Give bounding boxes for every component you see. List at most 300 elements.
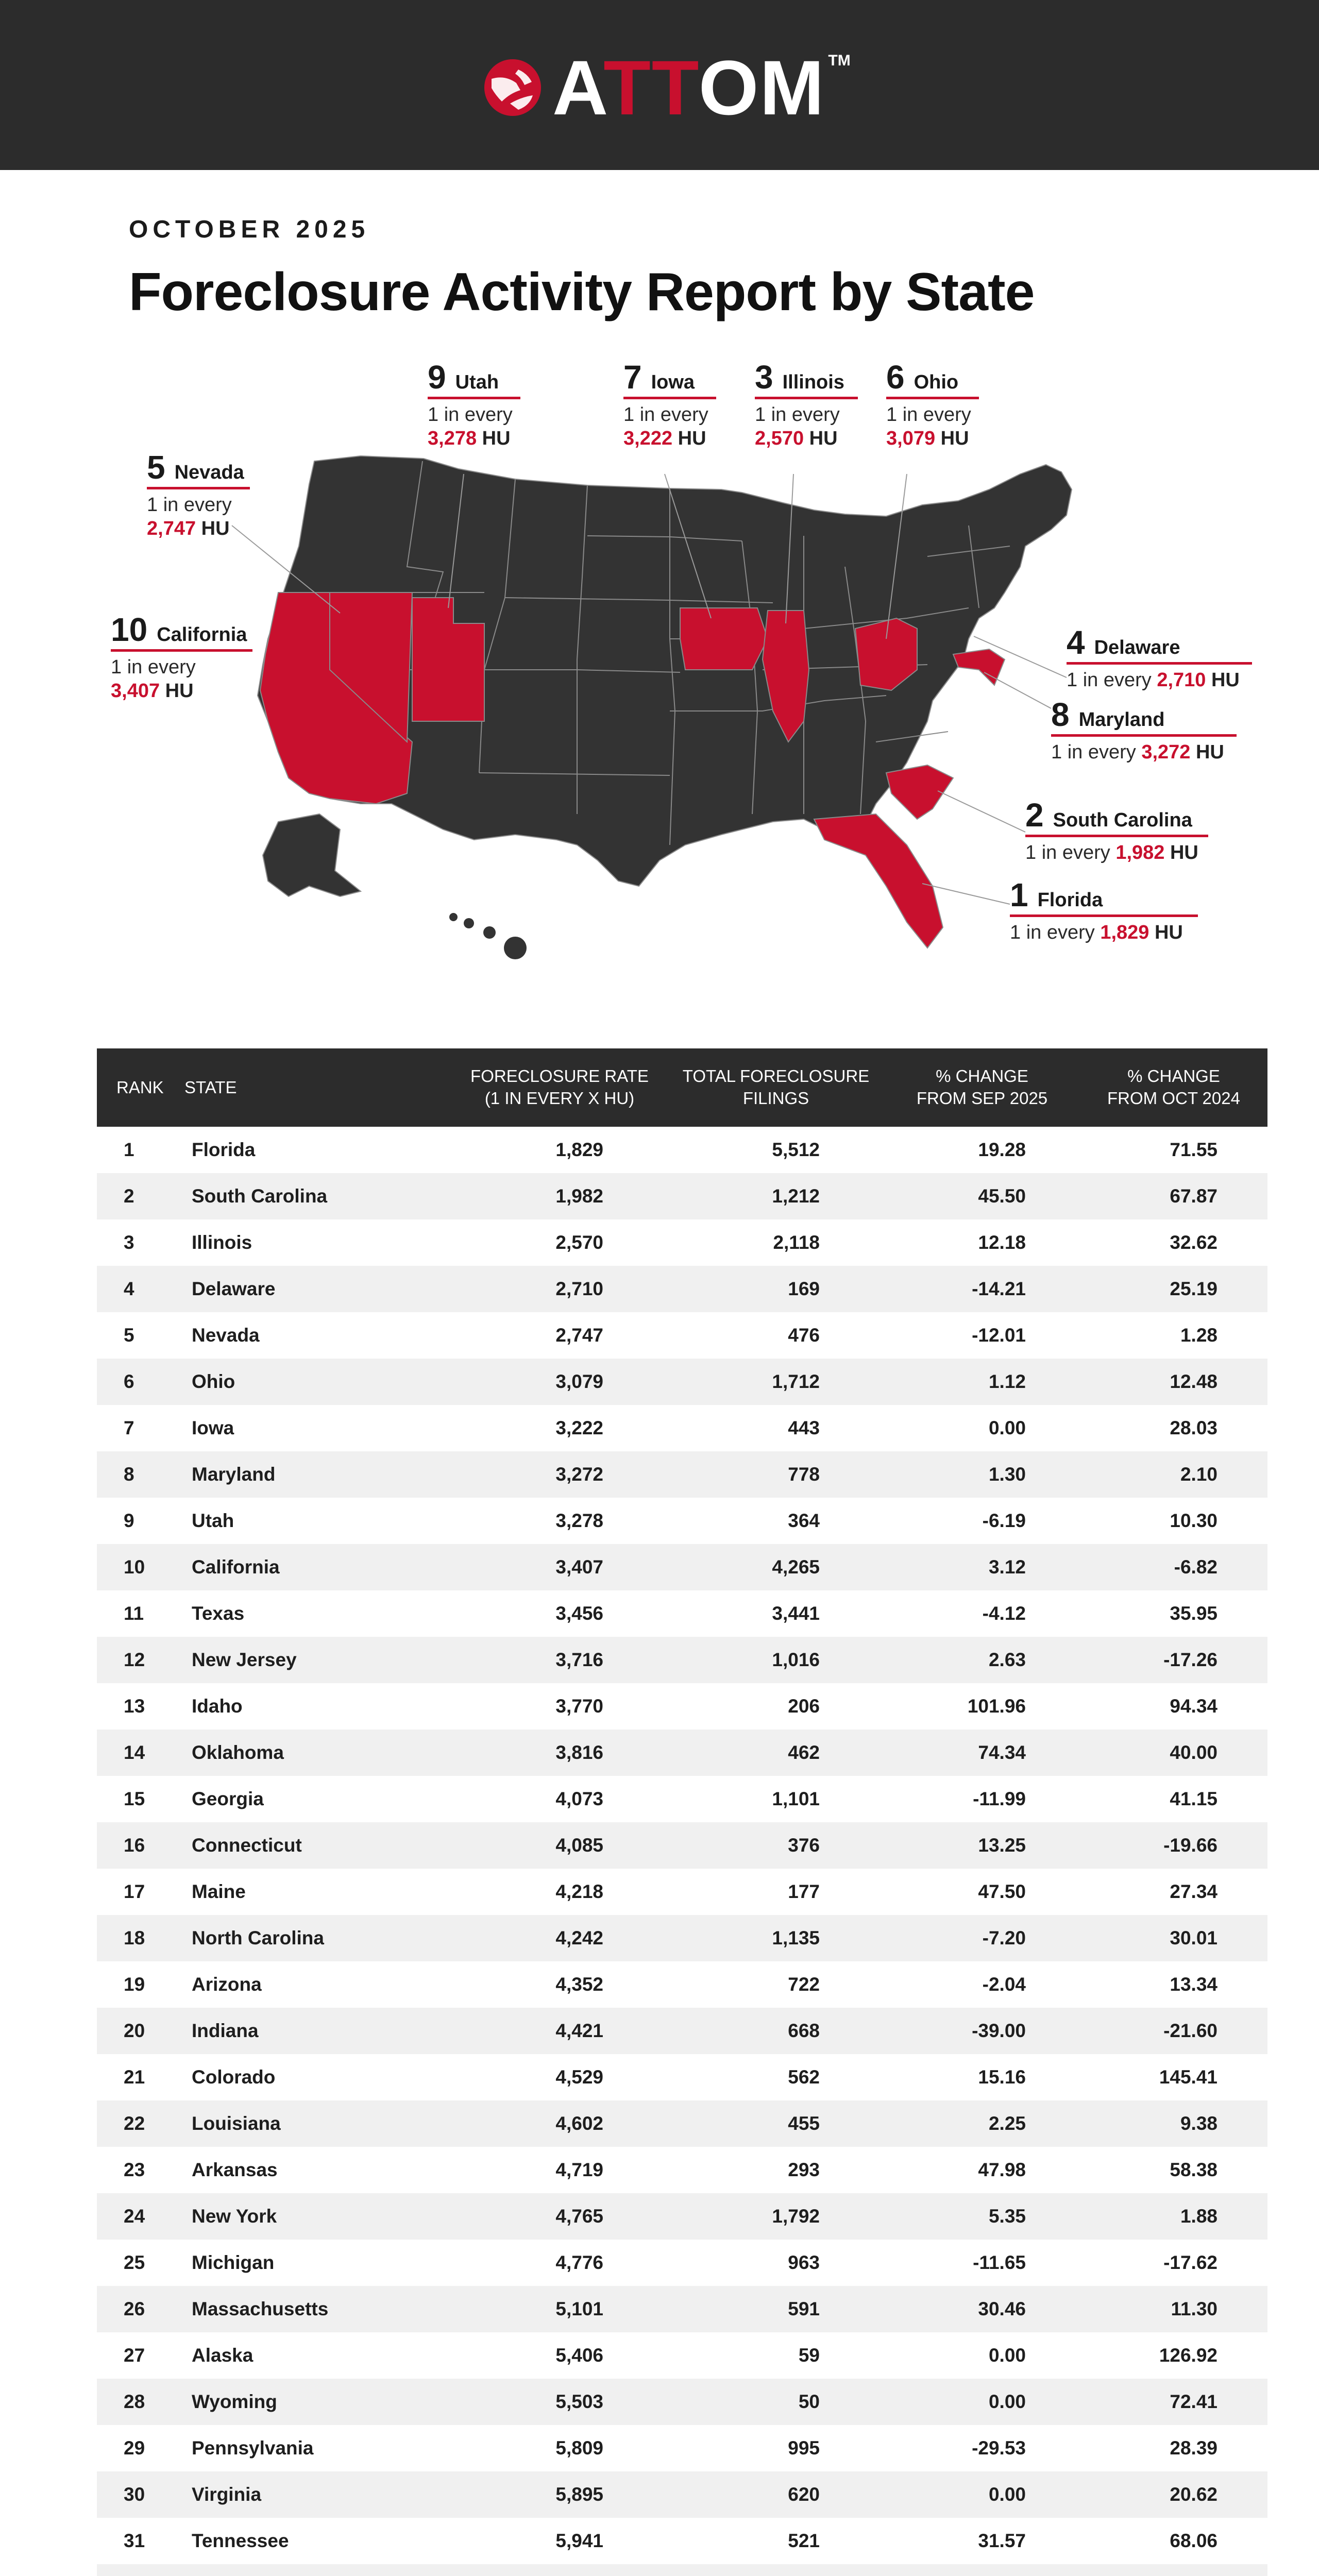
cell-rank: 27	[124, 2345, 145, 2366]
cell-rate-wrap	[451, 1556, 668, 1578]
table-row	[97, 1776, 1267, 1822]
table-row	[97, 2008, 1267, 2054]
callout-rank: 9	[428, 359, 446, 396]
foreclosure-table	[97, 1048, 1267, 2576]
report-month: OCTOBER 2025	[129, 216, 370, 243]
cell-oct-wrap	[1080, 1139, 1267, 1161]
page-title: Foreclosure Activity Report by State	[129, 262, 1035, 322]
cell-total: 1,212	[772, 1185, 820, 1207]
cell-oct-wrap	[1080, 1742, 1267, 1764]
callout-rank: 6	[886, 359, 905, 396]
cell-total-wrap	[668, 1974, 884, 1995]
callout-rank: 2	[1025, 796, 1044, 834]
table-row	[97, 1869, 1267, 1915]
cell-total-wrap	[668, 2159, 884, 2181]
table-body	[97, 1127, 1267, 2576]
cell-sep: 2.25	[988, 2113, 1026, 2134]
callout-state: Utah	[455, 371, 499, 393]
table-row	[97, 2564, 1267, 2576]
cell-total: 169	[788, 1278, 820, 1299]
cell-total: 1,101	[772, 1788, 820, 1809]
cell-sep-wrap	[884, 2437, 1080, 2459]
cell-rate: 4,776	[555, 2252, 603, 2273]
cell-rate-wrap	[451, 1927, 668, 1949]
cell-oct: 12.48	[1170, 1371, 1217, 1392]
cell-rate: 5,503	[555, 2391, 603, 2412]
callout-rank: 5	[147, 449, 165, 486]
cell-sep: 3.12	[988, 1556, 1026, 1578]
callout-illinois	[755, 361, 858, 450]
cell-rate-wrap	[451, 1185, 668, 1207]
cell-rate: 5,895	[555, 2484, 603, 2505]
cell-total-wrap	[668, 2345, 884, 2366]
callout-state: Delaware	[1094, 637, 1180, 658]
cell-state: Iowa	[192, 1417, 234, 1438]
cell-sep: 15.16	[978, 2066, 1026, 2088]
cell-sep-wrap	[884, 1185, 1080, 1207]
cell-oct-wrap	[1080, 1185, 1267, 1207]
cell-rank: 9	[124, 1510, 134, 1531]
cell-rank: 6	[124, 1371, 134, 1392]
cell-total-wrap	[668, 2437, 884, 2459]
cell-total-wrap	[668, 2252, 884, 2274]
cell-sep: 5.35	[988, 2206, 1026, 2227]
cell-rate-wrap	[451, 2066, 668, 2088]
cell-rate: 3,079	[555, 1371, 603, 1392]
state-iowa	[680, 608, 768, 670]
cell-sep: 31.57	[978, 2530, 1026, 2551]
cell-oct-wrap	[1080, 1464, 1267, 1485]
callout-state: California	[157, 624, 247, 646]
cell-rate: 3,272	[555, 1464, 603, 1485]
cell-state: New York	[192, 2206, 277, 2227]
cell-rate-wrap	[451, 1417, 668, 1439]
cell-oct: 68.06	[1170, 2530, 1217, 2551]
cell-sep-wrap	[884, 1510, 1080, 1532]
cell-rank: 15	[124, 1788, 145, 1809]
cell-sep: 1.12	[988, 1371, 1026, 1392]
callout-rank: 8	[1051, 696, 1070, 733]
cell-oct-wrap	[1080, 1649, 1267, 1671]
cell-oct: 1.88	[1180, 2206, 1217, 2227]
table-row	[97, 1683, 1267, 1730]
brand-header	[0, 0, 1319, 170]
cell-rate-wrap	[451, 2020, 668, 2042]
cell-total-wrap	[668, 1325, 884, 1346]
callout-state: South Carolina	[1053, 809, 1192, 831]
callout-state: Nevada	[174, 462, 244, 483]
cell-rate-wrap	[451, 2345, 668, 2366]
cell-rate-wrap	[451, 2391, 668, 2413]
cell-sep: -14.21	[972, 1278, 1026, 1299]
cell-total-wrap	[668, 1278, 884, 1300]
cell-total: 668	[788, 2020, 820, 2041]
callout-delaware	[1067, 626, 1252, 692]
cell-total-wrap	[668, 1232, 884, 1253]
callout-line: 1 in every	[1010, 922, 1095, 943]
cell-rank: 1	[124, 1139, 134, 1160]
table-row	[97, 1637, 1267, 1683]
cell-total: 521	[788, 2530, 820, 2551]
cell-state: Wyoming	[192, 2391, 277, 2412]
callout-rank: 7	[623, 359, 642, 396]
cell-sep-wrap	[884, 1603, 1080, 1624]
cell-state: Nevada	[192, 1325, 260, 1346]
cell-sep-wrap	[884, 1835, 1080, 1856]
cell-sep-wrap	[884, 2484, 1080, 2505]
cell-rate-wrap	[451, 2113, 668, 2134]
cell-total-wrap	[668, 1556, 884, 1578]
cell-oct-wrap	[1080, 1835, 1267, 1856]
cell-rate: 3,816	[555, 1742, 603, 1763]
cell-rate: 3,278	[555, 1510, 603, 1531]
cell-total: 50	[798, 2391, 820, 2412]
cell-oct-wrap	[1080, 1974, 1267, 1995]
cell-rate: 4,602	[555, 2113, 603, 2134]
cell-rate: 1,829	[555, 1139, 603, 1160]
cell-rate-wrap	[451, 2530, 668, 2552]
header-state[interactable]: STATE	[184, 1077, 237, 1097]
cell-rate: 3,456	[555, 1603, 603, 1624]
cell-oct-wrap	[1080, 1417, 1267, 1439]
cell-oct: 126.92	[1159, 2345, 1217, 2366]
callout-state: Florida	[1037, 889, 1103, 911]
cell-rate: 3,407	[555, 1556, 603, 1578]
cell-rate: 4,765	[555, 2206, 603, 2227]
callout-state: Iowa	[651, 371, 695, 393]
cell-oct: 9.38	[1180, 2113, 1217, 2134]
cell-total: 443	[788, 1417, 820, 1438]
callout-unit: HU	[165, 680, 194, 702]
cell-total: 963	[788, 2252, 820, 2273]
cell-rate-wrap	[451, 2252, 668, 2274]
callout-line: 1 in every	[147, 494, 232, 516]
cell-total-wrap	[668, 1417, 884, 1439]
header-sep-line1: % CHANGE	[936, 1066, 1028, 1086]
cell-total: 455	[788, 2113, 820, 2134]
header-sep-line2: FROM SEP 2025	[916, 1089, 1048, 1108]
table-row	[97, 2471, 1267, 2518]
table-row	[97, 1219, 1267, 1266]
cell-oct-wrap	[1080, 1510, 1267, 1532]
cell-total-wrap	[668, 1464, 884, 1485]
cell-sep: 101.96	[967, 1696, 1026, 1717]
state-south-carolina	[886, 765, 953, 819]
cell-rank: 5	[124, 1325, 134, 1346]
cell-rate-wrap	[451, 1464, 668, 1485]
cell-sep: 30.46	[978, 2298, 1026, 2319]
cell-total: 59	[798, 2345, 820, 2366]
cell-sep-wrap	[884, 1417, 1080, 1439]
cell-total: 476	[788, 1325, 820, 1346]
cell-sep-wrap	[884, 1881, 1080, 1903]
cell-sep: 0.00	[988, 1417, 1026, 1438]
cell-total: 620	[788, 2484, 820, 2505]
cell-oct: 1.28	[1180, 1325, 1217, 1346]
cell-rank: 7	[124, 1417, 134, 1438]
callout-state: Maryland	[1078, 709, 1165, 731]
cell-rank: 14	[124, 1742, 145, 1763]
cell-total: 376	[788, 1835, 820, 1856]
cell-rank: 4	[124, 1278, 134, 1299]
cell-rank: 23	[124, 2159, 145, 2180]
cell-oct: -17.26	[1163, 1649, 1217, 1670]
header-total[interactable]	[668, 1065, 884, 1110]
callout-state: Ohio	[914, 371, 959, 393]
cell-oct: 40.00	[1170, 1742, 1217, 1763]
table-row	[97, 1915, 1267, 1961]
callout-nevada	[147, 451, 250, 540]
cell-rank: 20	[124, 2020, 145, 2041]
cell-rate-wrap	[451, 1742, 668, 1764]
header-rate-line1: FORECLOSURE RATE	[470, 1066, 649, 1086]
cell-sep: 2.63	[988, 1649, 1026, 1670]
cell-rate-wrap	[451, 1696, 668, 1717]
cell-sep: -11.65	[973, 2252, 1026, 2273]
cell-state: Colorado	[192, 2066, 276, 2088]
cell-oct: 13.34	[1170, 1974, 1217, 1995]
table-row	[97, 2425, 1267, 2471]
cell-state: Utah	[192, 1510, 234, 1531]
cell-oct: 32.62	[1170, 1232, 1217, 1253]
header-change-oct[interactable]	[1080, 1065, 1267, 1110]
cell-rank: 10	[124, 1556, 145, 1578]
cell-oct-wrap	[1080, 2530, 1267, 2552]
callout-line: 1 in every	[886, 404, 971, 426]
callout-value: 2,710	[1157, 669, 1206, 691]
cell-rate-wrap	[451, 1325, 668, 1346]
callout-value: 1,982	[1115, 842, 1165, 863]
callout-unit: HU	[1195, 741, 1224, 763]
cell-oct-wrap	[1080, 1696, 1267, 1717]
cell-state: South Carolina	[192, 1185, 328, 1207]
cell-total-wrap	[668, 1185, 884, 1207]
cell-rate: 4,242	[555, 1927, 603, 1948]
cell-oct: 2.10	[1180, 1464, 1217, 1485]
cell-rank: 25	[124, 2252, 145, 2273]
cell-rank: 18	[124, 1927, 145, 1948]
header-change-sep[interactable]	[884, 1065, 1080, 1110]
cell-rate-wrap	[451, 2298, 668, 2320]
cell-state: Ohio	[192, 1371, 235, 1392]
cell-oct-wrap	[1080, 2066, 1267, 2088]
cell-oct: -21.60	[1163, 2020, 1217, 2041]
cell-total-wrap	[668, 1742, 884, 1764]
cell-rank: 31	[124, 2530, 145, 2551]
callout-value: 3,079	[886, 427, 936, 449]
cell-sep: -2.04	[982, 1974, 1026, 1995]
cell-state: Illinois	[192, 1232, 252, 1253]
cell-sep: 47.98	[978, 2159, 1026, 2180]
callout-line: 1 in every	[111, 656, 196, 678]
cell-oct: -19.66	[1163, 1835, 1217, 1856]
cell-state: Texas	[192, 1603, 245, 1624]
table-row	[97, 1544, 1267, 1590]
cell-sep-wrap	[884, 1788, 1080, 1810]
cell-total-wrap	[668, 1927, 884, 1949]
cell-total: 1,792	[772, 2206, 820, 2227]
cell-oct: 58.38	[1170, 2159, 1217, 2180]
callout-unit: HU	[1211, 669, 1240, 691]
cell-total: 1,016	[772, 1649, 820, 1670]
cell-rate: 2,747	[555, 1325, 603, 1346]
table-row	[97, 1266, 1267, 1312]
cell-rate: 2,710	[555, 1278, 603, 1299]
cell-oct: 28.03	[1170, 1417, 1217, 1438]
callout-value: 2,570	[755, 427, 804, 449]
cell-total: 591	[788, 2298, 820, 2319]
cell-sep: 1.30	[988, 1464, 1026, 1485]
cell-rate: 5,941	[555, 2530, 603, 2551]
cell-rate-wrap	[451, 1278, 668, 1300]
cell-sep-wrap	[884, 1742, 1080, 1764]
cell-oct-wrap	[1080, 2484, 1267, 2505]
callout-value: 3,278	[428, 427, 477, 449]
cell-sep-wrap	[884, 1278, 1080, 1300]
cell-oct-wrap	[1080, 1232, 1267, 1253]
cell-state: Maine	[192, 1881, 246, 1902]
cell-rate: 4,352	[555, 1974, 603, 1995]
cell-total: 562	[788, 2066, 820, 2088]
trademark-symbol: TM	[828, 52, 851, 69]
cell-rate: 2,570	[555, 1232, 603, 1253]
cell-sep: 12.18	[978, 1232, 1026, 1253]
cell-total-wrap	[668, 1788, 884, 1810]
cell-total: 293	[788, 2159, 820, 2180]
table-row	[97, 1822, 1267, 1869]
cell-rate: 3,222	[555, 1417, 603, 1438]
cell-total-wrap	[668, 1139, 884, 1161]
cell-rank: 2	[124, 1185, 134, 1207]
cell-state: Oklahoma	[192, 1742, 284, 1763]
cell-sep: 74.34	[978, 1742, 1026, 1763]
logo-letter-a: A	[552, 44, 604, 131]
cell-total-wrap	[668, 1649, 884, 1671]
callout-line: 1 in every	[1067, 669, 1152, 691]
callout-florida	[1010, 878, 1198, 945]
cell-rate-wrap	[451, 1232, 668, 1253]
table-row	[97, 2518, 1267, 2564]
cell-oct-wrap	[1080, 2206, 1267, 2227]
cell-state: Delaware	[192, 1278, 276, 1299]
cell-rank: 3	[124, 1232, 134, 1253]
cell-sep-wrap	[884, 2252, 1080, 2274]
callout-line: 1 in every	[428, 404, 513, 426]
cell-total-wrap	[668, 2113, 884, 2134]
cell-oct: 10.30	[1170, 1510, 1217, 1531]
cell-state: Tennessee	[192, 2530, 289, 2551]
cell-rate: 4,421	[555, 2020, 603, 2041]
cell-oct-wrap	[1080, 1371, 1267, 1393]
cell-state: Louisiana	[192, 2113, 281, 2134]
cell-total: 995	[788, 2437, 820, 2459]
table-row	[97, 2147, 1267, 2193]
cell-oct: 71.55	[1170, 1139, 1217, 1160]
cell-total-wrap	[668, 2530, 884, 2552]
cell-rate: 3,770	[555, 1696, 603, 1717]
cell-total: 2,118	[773, 1232, 820, 1253]
cell-rate: 4,529	[555, 2066, 603, 2088]
cell-total: 364	[788, 1510, 820, 1531]
cell-state: Virginia	[192, 2484, 262, 2505]
cell-oct-wrap	[1080, 1788, 1267, 1810]
cell-sep: 0.00	[988, 2484, 1026, 2505]
cell-rank: 13	[124, 1696, 145, 1717]
state-hawaii	[449, 913, 527, 959]
state-alaska	[263, 814, 361, 896]
cell-oct: -6.82	[1174, 1556, 1217, 1578]
table-row	[97, 1730, 1267, 1776]
cell-rate: 1,982	[555, 1185, 603, 1207]
cell-state: North Carolina	[192, 1927, 324, 1948]
cell-oct: 28.39	[1170, 2437, 1217, 2459]
cell-total-wrap	[668, 2391, 884, 2413]
cell-oct-wrap	[1080, 1927, 1267, 1949]
cell-sep: -7.20	[982, 1927, 1026, 1948]
cell-rank: 22	[124, 2113, 145, 2134]
callout-value: 2,747	[147, 517, 196, 539]
cell-rate: 4,085	[555, 1835, 603, 1856]
callout-rank: 4	[1067, 624, 1085, 661]
cell-state: Georgia	[192, 1788, 264, 1809]
cell-sep-wrap	[884, 2298, 1080, 2320]
callout-california	[111, 613, 252, 703]
callout-unit: HU	[678, 427, 706, 449]
cell-oct: 67.87	[1170, 1185, 1217, 1207]
cell-oct: -17.62	[1163, 2252, 1217, 2273]
header-rate[interactable]	[451, 1065, 668, 1110]
cell-sep-wrap	[884, 1371, 1080, 1393]
table-row	[97, 2332, 1267, 2379]
cell-rank: 16	[124, 1835, 145, 1856]
cell-total: 722	[788, 1974, 820, 1995]
callout-unit: HU	[1154, 922, 1183, 943]
cell-oct-wrap	[1080, 2391, 1267, 2413]
cell-sep-wrap	[884, 2159, 1080, 2181]
state-florida	[814, 814, 943, 948]
cell-oct: 27.34	[1170, 1881, 1217, 1902]
cell-oct-wrap	[1080, 2159, 1267, 2181]
callout-rank: 10	[111, 611, 148, 648]
cell-sep-wrap	[884, 1927, 1080, 1949]
cell-rate-wrap	[451, 2159, 668, 2181]
callout-south-carolina	[1025, 796, 1208, 865]
callout-line: 1 in every	[623, 404, 708, 426]
table-row	[97, 2054, 1267, 2100]
header-total-line1: TOTAL FORECLOSURE	[682, 1066, 870, 1086]
cell-sep-wrap	[884, 1649, 1080, 1671]
callout-line: 1 in every	[1025, 842, 1110, 863]
callout-line: 1 in every	[755, 404, 840, 426]
attom-logo[interactable]	[484, 44, 851, 131]
cell-sep: -6.19	[982, 1510, 1026, 1531]
attom-globe-icon	[484, 59, 541, 116]
cell-total: 206	[788, 1696, 820, 1717]
cell-sep-wrap	[884, 1974, 1080, 1995]
cell-total: 1,712	[772, 1371, 820, 1392]
header-rate-line2: (1 IN EVERY X HU)	[484, 1089, 635, 1108]
cell-oct: 11.30	[1171, 2298, 1217, 2319]
table-row	[97, 1127, 1267, 1173]
cell-total-wrap	[668, 1835, 884, 1856]
cell-oct-wrap	[1080, 1556, 1267, 1578]
cell-sep: 13.25	[978, 1835, 1026, 1856]
table-row	[97, 2286, 1267, 2332]
header-rank[interactable]: RANK	[116, 1077, 164, 1097]
callout-value: 3,407	[111, 680, 160, 702]
cell-sep: 19.28	[978, 1139, 1026, 1160]
logo-letters-om: OM	[698, 44, 825, 131]
